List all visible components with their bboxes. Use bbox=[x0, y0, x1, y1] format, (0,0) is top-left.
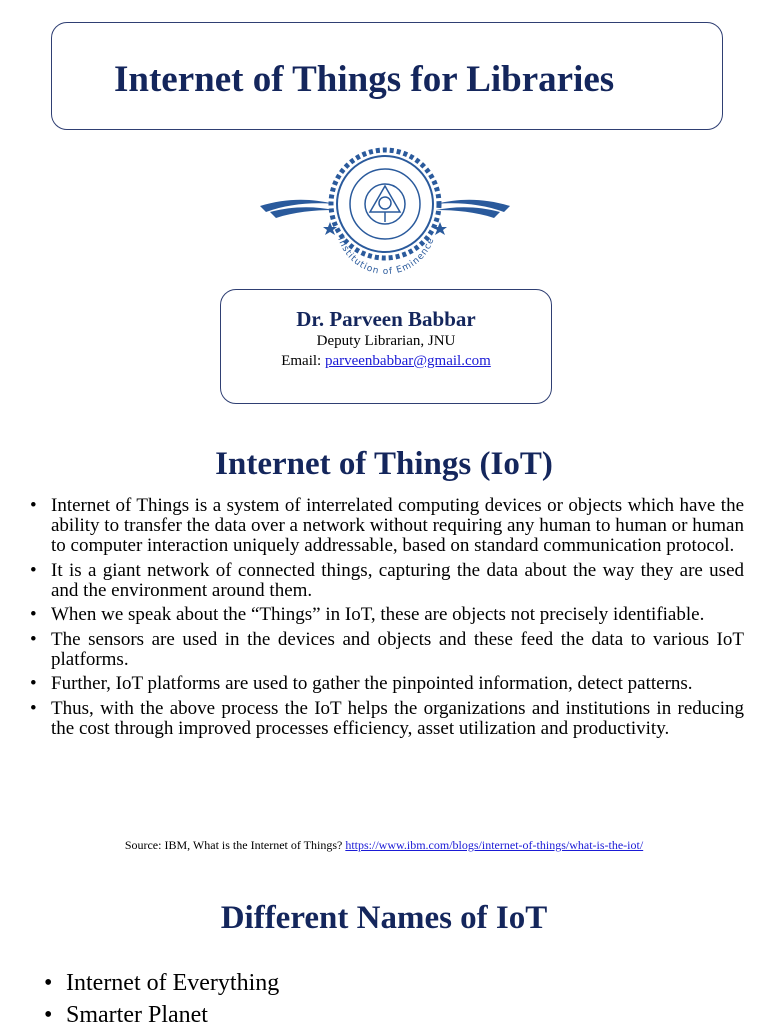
author-email-line bbox=[221, 351, 551, 371]
list-item: • Thus, with the above process the IoT helps the organizations and institutions in reducing the cost through improved processes efficiency, asset utilization and productivity. bbox=[30, 697, 744, 739]
author-name: Dr. Parveen Babbar bbox=[296, 307, 476, 331]
source-label: Source: IBM, What is the Internet of Things? bbox=[124, 838, 346, 852]
iot-heading: Internet of Things (IoT) bbox=[215, 446, 553, 482]
page-title: Internet of Things for Libraries bbox=[114, 59, 615, 100]
iit-delhi-emblem-icon bbox=[256, 146, 514, 274]
author-designation: Deputy Librarian, JNU bbox=[316, 333, 456, 349]
list-item: • Further, IoT platforms are used to gather the pinpointed information, detect patterns. bbox=[30, 673, 693, 694]
list-item: • The sensors are used in the devices and objects and these feed the data to various IoT platforms. bbox=[30, 628, 744, 670]
left-wing-icon bbox=[260, 200, 334, 218]
names-list bbox=[44, 967, 279, 1031]
list-item: • When we speak about the “Things” in IoT, these are objects not precisely identifiable. bbox=[30, 604, 705, 625]
source-citation bbox=[0, 838, 768, 853]
email-link[interactable]: parveenbabbar@gmail.com bbox=[324, 353, 491, 369]
names-heading: Different Names of IoT bbox=[220, 900, 548, 936]
right-wing-icon bbox=[436, 200, 510, 218]
list-item: • Internet of Things is a system of interrelated computing devices or objects which have the ability to transfer the data over a network without requiring any human to human or human to computer interaction uniquely addressable, based on standard communication protocol. bbox=[30, 495, 744, 556]
author-card bbox=[220, 289, 552, 404]
source-link[interactable]: https://www.ibm.com/blogs/internet-of-things/what-is-the-iot/ bbox=[345, 838, 644, 852]
list-item: • Smarter Planet bbox=[44, 1002, 208, 1028]
list-item: • It is a giant network of connected things, capturing the data about the way they are used and the environment around them. bbox=[30, 559, 744, 601]
iot-bullet-list bbox=[30, 496, 744, 743]
logo-arc-text: Institution of Eminence bbox=[335, 236, 437, 274]
email-label: Email: bbox=[281, 353, 325, 369]
list-item: • Internet of Everything bbox=[44, 970, 280, 996]
